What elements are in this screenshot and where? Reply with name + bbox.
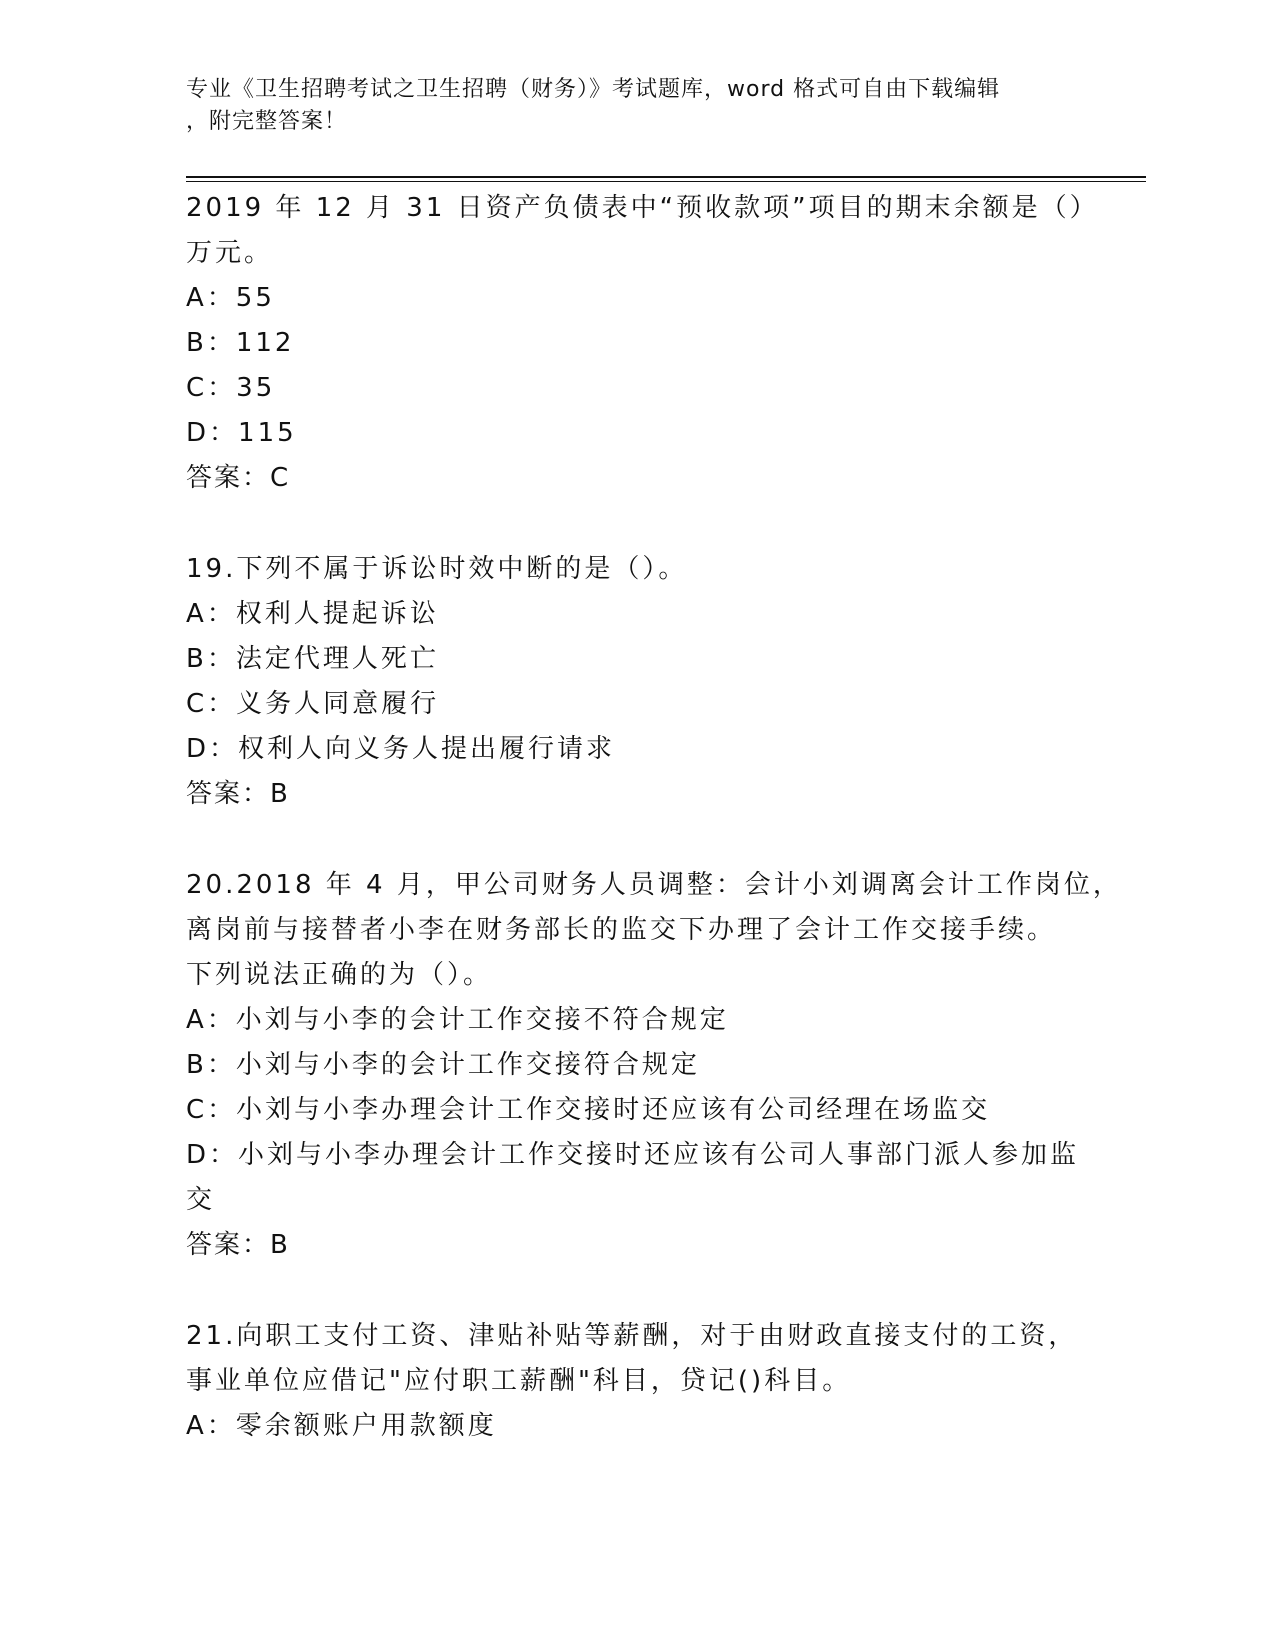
answer-text: 答案：B [186, 1230, 290, 1260]
question-stem: 离岗前与接替者小李在财务部长的监交下办理了会计工作交接手续。 [186, 915, 1057, 945]
question-item [186, 186, 1099, 501]
header-line-1: 专业《卫生招聘考试之卫生招聘（财务）》考试题库，word 格式可自由下载编辑 [186, 77, 1001, 102]
option-b: B：小刘与小李的会计工作交接符合规定 [186, 1050, 700, 1080]
question-list [186, 186, 1122, 1449]
question-stem: 19.下列不属于诉讼时效中断的是（）。 [186, 554, 688, 584]
option-d: D：115 [186, 418, 297, 448]
option-a: A：小刘与小李的会计工作交接不符合规定 [186, 1005, 729, 1035]
question-stem: 事业单位应借记"应付职工薪酬"科目，贷记()科目。 [186, 1366, 852, 1396]
document-header [186, 74, 1066, 138]
option-b: B：112 [186, 328, 295, 358]
question-item [186, 863, 1122, 1268]
option-c: C：义务人同意履行 [186, 689, 440, 719]
question-item [186, 1314, 1076, 1449]
option-a: A：55 [186, 283, 275, 313]
question-stem: 2019 年 12 月 31 日资产负债表中“预收款项”项目的期末余额是（） [186, 193, 1099, 223]
question-stem: 万元。 [186, 238, 274, 268]
header-line-2: ，附完整答案！ [186, 109, 348, 134]
header-divider-thin [186, 181, 1146, 182]
question-stem: 20.2018 年 4 月，甲公司财务人员调整：会计小刘调离会计工作岗位， [186, 870, 1122, 900]
option-c: C：35 [186, 373, 276, 403]
option-d-continued: 交 [186, 1185, 216, 1215]
option-c: C：小刘与小李办理会计工作交接时还应该有公司经理在场监交 [186, 1095, 991, 1125]
answer-text: 答案：B [186, 779, 290, 809]
question-item [186, 547, 1076, 817]
header-divider-thick [186, 176, 1146, 178]
option-a: A：零余额账户用款额度 [186, 1411, 497, 1441]
option-b: B：法定代理人死亡 [186, 644, 439, 674]
option-d: D：权利人向义务人提出履行请求 [186, 734, 616, 764]
option-d: D：小刘与小李办理会计工作交接时还应该有公司人事部门派人参加监 [186, 1140, 1080, 1170]
answer-text: 答案：C [186, 463, 291, 493]
question-stem: 下列说法正确的为（）。 [186, 960, 493, 990]
question-stem: 21.向职工支付工资、津贴补贴等薪酬，对于由财政直接支付的工资， [186, 1321, 1078, 1351]
option-a: A：权利人提起诉讼 [186, 599, 439, 629]
